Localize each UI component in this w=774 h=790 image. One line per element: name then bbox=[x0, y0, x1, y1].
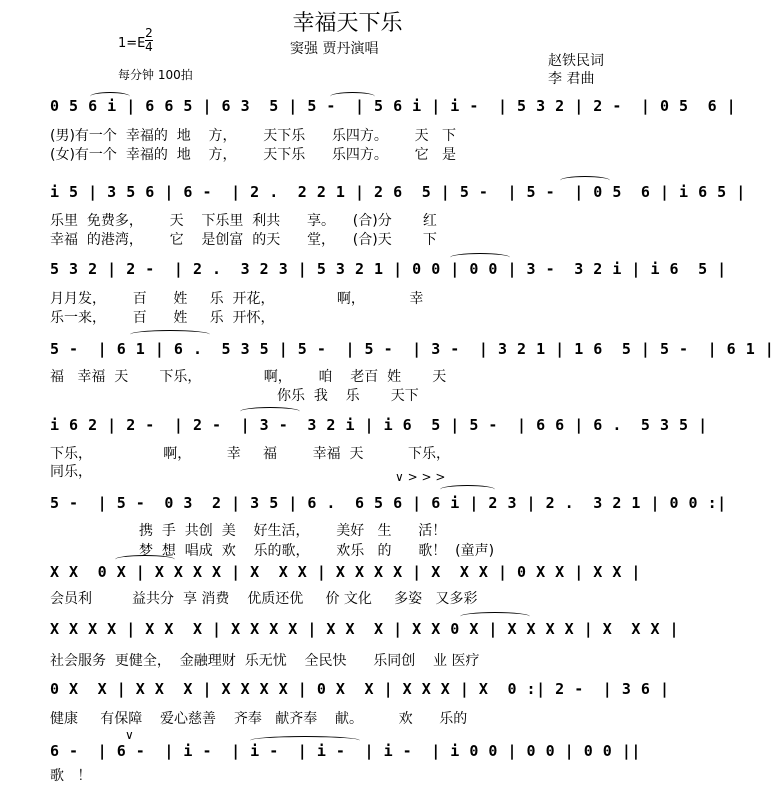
performers: 窦强 贾丹演唱 bbox=[290, 41, 379, 57]
lyric-line-5a: 下乐， 啊， 幸 福 幸福 天 下乐， bbox=[50, 446, 451, 462]
slur-mark bbox=[130, 330, 210, 339]
slur-mark bbox=[560, 176, 610, 185]
notation-line-1: 0 5 6 i | 6 6 5 | 6 3 5 | 5 - | 5 6 i | i - | 5 3 2 | 2 - | 0 5 6 | bbox=[50, 97, 737, 115]
slur-mark bbox=[90, 92, 130, 101]
breath-mark: ∨ bbox=[125, 728, 134, 742]
notation-line-4: 5 - | 6 1 | 6 . 5 3 5 | 5 - | 5 - | 3 - | 3 2 1 | 1 6 5 | 5 - | 6 1 | bbox=[50, 340, 774, 358]
slur-mark bbox=[460, 612, 530, 621]
lyric-line-7: 会员利 益共分 享 消费 优质还优 价 文化 多姿 又多彩 bbox=[50, 591, 478, 607]
notation-line-6: 5 - | 5 - 0 3 2 | 3 5 | 6 . 6 5 6 | 6 i | 2 3 | 2 . 3 2 1 | 0 0 :| bbox=[50, 494, 727, 512]
accent-marks: ∨ > > > bbox=[395, 470, 446, 484]
rhythm-line-9: 0 X X | X X X | X X X X | 0 X X | X X X | X 0 :| 2 - | 3 6 | bbox=[50, 680, 670, 698]
lyric-line-1b: (女)有一个 幸福的 地 方， 天下乐 乐四方。 它 是 bbox=[50, 147, 456, 163]
lyric-line-2b: 幸福 的港湾， 它 是创富 的天 堂， (合)天 下 bbox=[50, 232, 437, 248]
lyric-line-3b: 乐一来， 百 姓 乐 开怀， bbox=[50, 310, 275, 326]
slur-mark bbox=[450, 253, 510, 262]
notation-line-10: 6 - | 6 - | i - | i - | i - | i - | i 0 0 | 0 0 | 0 0 || bbox=[50, 742, 641, 760]
tempo-marking: 每分钟 100拍 bbox=[118, 68, 193, 82]
rhythm-line-7: X X 0 X | X X X X | X X X | X X X X | X X X | 0 X X | X X | bbox=[50, 563, 641, 581]
lyric-line-5b: 同乐， bbox=[50, 464, 92, 480]
notation-line-5: i 6 2 | 2 - | 2 - | 3 - 3 2 i | i 6 5 | 5 - | 6 6 | 6 . 5 3 5 | bbox=[50, 416, 708, 434]
song-title: 幸福天下乐 bbox=[292, 11, 403, 36]
slur-mark bbox=[240, 407, 300, 416]
notation-line-2: i 5 | 3 5 6 | 6 - | 2 . 2 2 1 | 2 6 5 | 5 - | 5 - | 0 5 6 | i 6 5 | bbox=[50, 183, 746, 201]
rhythm-line-8: X X X X | X X X | X X X X | X X X | X X 0 X | X X X X | X X X | bbox=[50, 620, 680, 638]
lyric-line-6b: 梦 想 唱成 欢 乐的歌， 欢乐 的 歌！ (童声) bbox=[50, 543, 495, 559]
lyric-line-3a: 月月发， 百 姓 乐 开花， 啊， 幸 bbox=[50, 291, 424, 307]
lyric-line-4b: 你乐 我 乐 天下 bbox=[50, 388, 419, 404]
lyric-line-4a: 福 幸福 天 下乐， 啊， 咱 老百 姓 天 bbox=[50, 369, 447, 385]
lyricist-credit: 赵铁民词 bbox=[548, 53, 604, 69]
notation-line-3: 5 3 2 | 2 - | 2 . 3 2 3 | 5 3 2 1 | 0 0 | 0 0 | 3 - 3 2 i | i 6 5 | bbox=[50, 260, 727, 278]
time-sig-bottom: 4 bbox=[145, 40, 153, 54]
slur-mark bbox=[250, 736, 360, 745]
slur-mark bbox=[440, 485, 495, 494]
lyric-line-6a: 携 手 共创 美 好生活， 美好 生 活！ bbox=[50, 523, 447, 539]
slur-mark bbox=[115, 555, 175, 564]
composer-credit: 李 君曲 bbox=[548, 71, 595, 87]
lyric-line-9: 健康 有保障 爱心慈善 齐奉 献齐奉 献。 欢 乐的 bbox=[50, 711, 468, 727]
lyric-line-2a: 乐里 免费多， 天 下乐里 利共 享。 (合)分 红 bbox=[50, 213, 437, 229]
lyric-line-1a: (男)有一个 幸福的 地 方， 天下乐 乐四方。 天 下 bbox=[50, 128, 456, 144]
lyric-line-10: 歌 ！ bbox=[50, 768, 92, 784]
key-signature: 1=E bbox=[118, 36, 146, 51]
time-signature bbox=[145, 28, 153, 53]
slur-mark bbox=[330, 92, 375, 101]
time-sig-top: 2 bbox=[145, 26, 153, 40]
lyric-line-8: 社会服务 更健全， 金融理财 乐无忧 全民快 乐同创 业 医疗 bbox=[50, 653, 480, 669]
